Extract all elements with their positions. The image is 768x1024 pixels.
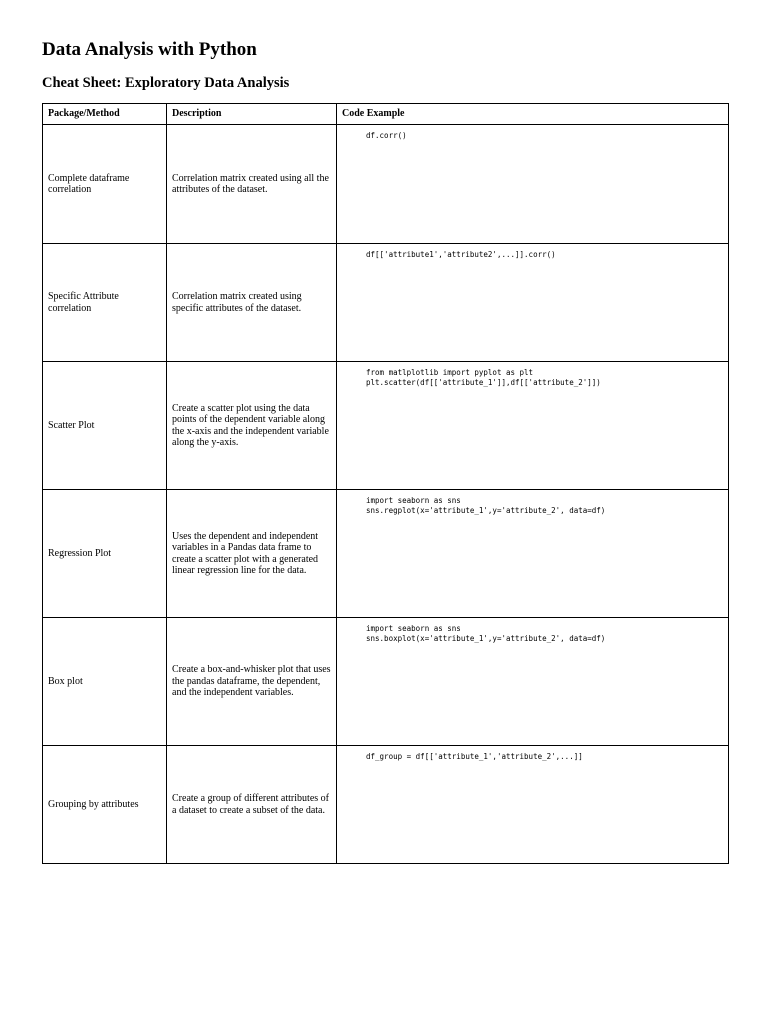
method-cell: Regression Plot xyxy=(43,490,167,618)
column-header-code: Code Example xyxy=(337,104,729,125)
description-cell: Correlation matrix created using all the attributes of the dataset. xyxy=(167,125,337,244)
method-cell: Grouping by attributes xyxy=(43,746,167,864)
method-cell: Complete dataframe correlation xyxy=(43,125,167,244)
method-cell: Specific Attribute correlation xyxy=(43,244,167,362)
column-header-description: Description xyxy=(167,104,337,125)
code-cell xyxy=(337,244,729,362)
description-cell: Create a group of different attributes of a dataset to create a subset of the data. xyxy=(167,746,337,864)
code-example: import seaborn as sns sns.regplot(x='attribute_1',y='attribute_2', data=df) xyxy=(366,496,606,515)
table-row xyxy=(43,125,729,244)
code-cell xyxy=(337,618,729,746)
code-example: import seaborn as sns sns.boxplot(x='attribute_1',y='attribute_2', data=df) xyxy=(366,624,606,643)
table-row xyxy=(43,746,729,864)
code-cell xyxy=(337,490,729,618)
method-cell: Box plot xyxy=(43,618,167,746)
code-cell xyxy=(337,125,729,244)
cheat-sheet-table xyxy=(42,103,729,864)
description-cell: Correlation matrix created using specific attributes of the dataset. xyxy=(167,244,337,362)
code-cell xyxy=(337,362,729,490)
table-row xyxy=(43,244,729,362)
code-example: from matlplotlib import pyplot as plt plt.scatter(df[['attribute_1']],df[['attribute_2']]) xyxy=(366,368,601,387)
table-row xyxy=(43,362,729,490)
code-cell xyxy=(337,746,729,864)
column-header-method: Package/Method xyxy=(43,104,167,125)
code-example: df.corr() xyxy=(366,131,407,140)
code-example: df_group = df[['attribute_1','attribute_2',...]] xyxy=(366,752,583,761)
page-title: Data Analysis with Python xyxy=(42,39,257,60)
method-cell: Scatter Plot xyxy=(43,362,167,490)
table-header-row xyxy=(43,104,729,125)
description-cell: Create a box-and-whisker plot that uses the pandas dataframe, the dependent, and the independent variables. xyxy=(167,618,337,746)
description-cell: Create a scatter plot using the data points of the dependent variable along the x-axis and the independent variable along the y-axis. xyxy=(167,362,337,490)
page-subtitle: Cheat Sheet: Exploratory Data Analysis xyxy=(42,75,290,91)
code-example: df[['attribute1','attribute2',...]].corr() xyxy=(366,250,556,259)
table-row xyxy=(43,490,729,618)
description-cell: Uses the dependent and independent variables in a Pandas data frame to create a scatter plot with a generated linear regression line for the data. xyxy=(167,490,337,618)
table-row xyxy=(43,618,729,746)
